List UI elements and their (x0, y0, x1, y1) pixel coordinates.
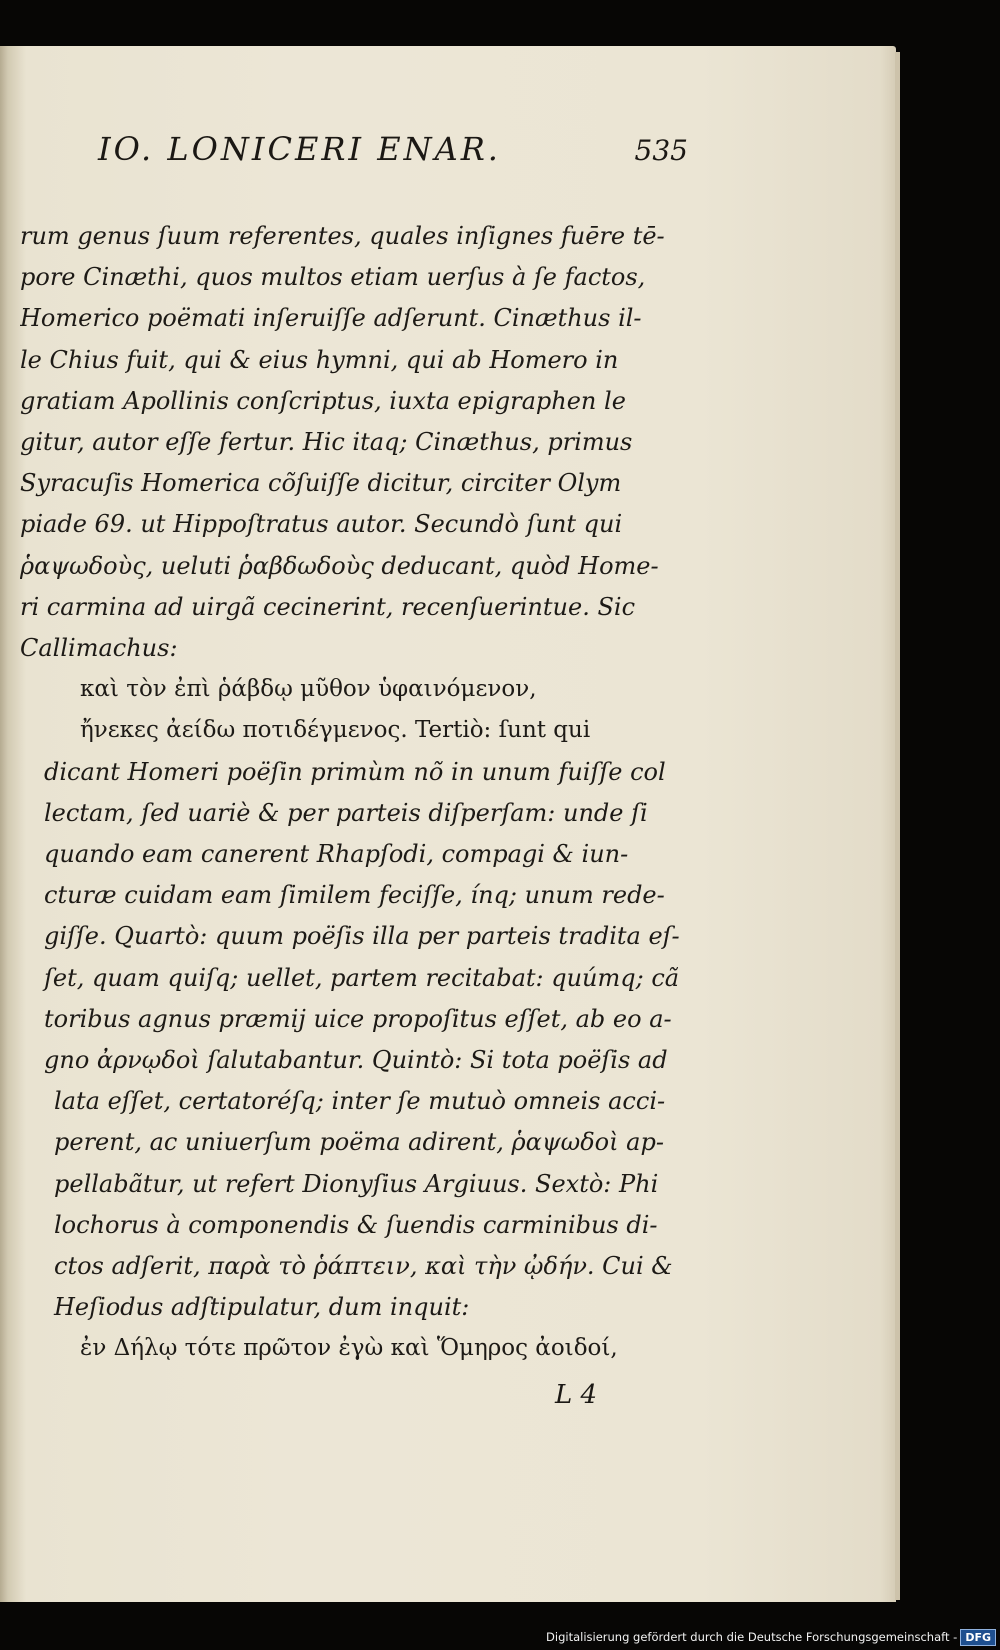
page-header (98, 130, 688, 174)
book-page (0, 46, 896, 1602)
greek-verse-line: ἐν Δήλῳ τότε πρῶτον ἐγὼ καὶ Ὅμηρος ἀοιδοί, (80, 1335, 618, 1362)
text-line: ctos adſerit, παρὰ τὸ ῥάπτειν, καὶ τὴν ᾠδήν. Cui & (54, 1252, 673, 1281)
digitization-credit (546, 1626, 996, 1648)
text-line: piade 69. ut Hippoſtratus autor. Secundò ſunt qui (20, 510, 623, 539)
credit-text: Digitalisierung gefördert durch die Deutsche Forschungsgemeinschaft - (546, 1630, 958, 1644)
text-line: ri carmina ad uirgã cecinerint, recenſuerintue. Sic (20, 592, 636, 621)
text-line: rum genus ſuum referentes, quales inſignes fuēre tē- (20, 222, 665, 250)
text-line: le Chius fuit, qui & eius hymni, qui ab Homero in (20, 345, 619, 374)
body-text (20, 216, 700, 1370)
text-line: ſet, quam quiſq; uellet, partem recitabat: quúmq; cã (44, 963, 680, 992)
catchword-signature: L 4 (555, 1380, 598, 1410)
text-line: giſſe. Quartò: quum poëſis illa per parteis tradita eſ- (44, 922, 680, 951)
text-line: quando eam canerent Rhapſodi, compagi & iun- (44, 840, 629, 869)
text-line: Callimachus: (20, 634, 178, 663)
text-line: gratiam Apollinis conſcriptus, iuxta epigraphen le (20, 386, 626, 415)
greek-verse-line: ἤνεκες ἀείδω ποτιδέγμενος. Tertiò: ſunt qui (80, 717, 591, 744)
text-line: cturæ cuidam eam ſimilem feciſſe, ínq; unum rede- (44, 881, 665, 910)
text-line: dicant Homeri poëſin primùm nõ in unum fuiſſe col (44, 757, 666, 786)
text-line: Homerico poëmati inſeruiſſe adſerunt. Cinæthus il- (20, 304, 642, 333)
text-line: lata eſſet, certatoréſq; inter ſe mutuò omneis acci- (54, 1087, 666, 1116)
text-line: lectam, ſed uariè & per parteis diſperſam: unde ſi (44, 798, 648, 827)
text-line: gno ἀρνῳδοὶ ſalutabantur. Quintò: Si tota poëſis ad (44, 1046, 668, 1075)
dfg-logo: DFG (960, 1629, 996, 1646)
text-line: pellabãtur, ut refert Dionyſius Argiuus. Sextò: Phi (54, 1169, 659, 1198)
text-line: pore Cinæthi, quos multos etiam uerſus à ſe factos, (20, 263, 646, 292)
running-title: IO. LONICERI ENAR. (98, 130, 501, 168)
greek-verse-line: καὶ τὸν ἐπὶ ῥάβδῳ μῦθον ὑφαινόμενον, (80, 676, 537, 703)
text-line: toribus agnus præmij uice propoſitus eſſet, ab eo a- (44, 1004, 672, 1033)
page-number: 535 (634, 134, 688, 167)
text-line: Heſiodus adſtipulatur, dum inquit: (54, 1293, 470, 1322)
text-line: gitur, autor eſſe fertur. Hic itaq; Cinæthus, primus (20, 428, 633, 457)
text-line: Syracuſis Homerica cõſuiſſe dicitur, circiter Olym (20, 469, 622, 498)
text-line: perent, ac uniuerſum poëma adirent, ῥαψωδοὶ ap- (54, 1128, 664, 1157)
text-line: lochorus à componendis & ſuendis carminibus di- (54, 1210, 658, 1239)
text-line: ῥαψωδοὺς, ueluti ῥαβδωδοὺς deducant, quòd Home- (20, 551, 659, 580)
